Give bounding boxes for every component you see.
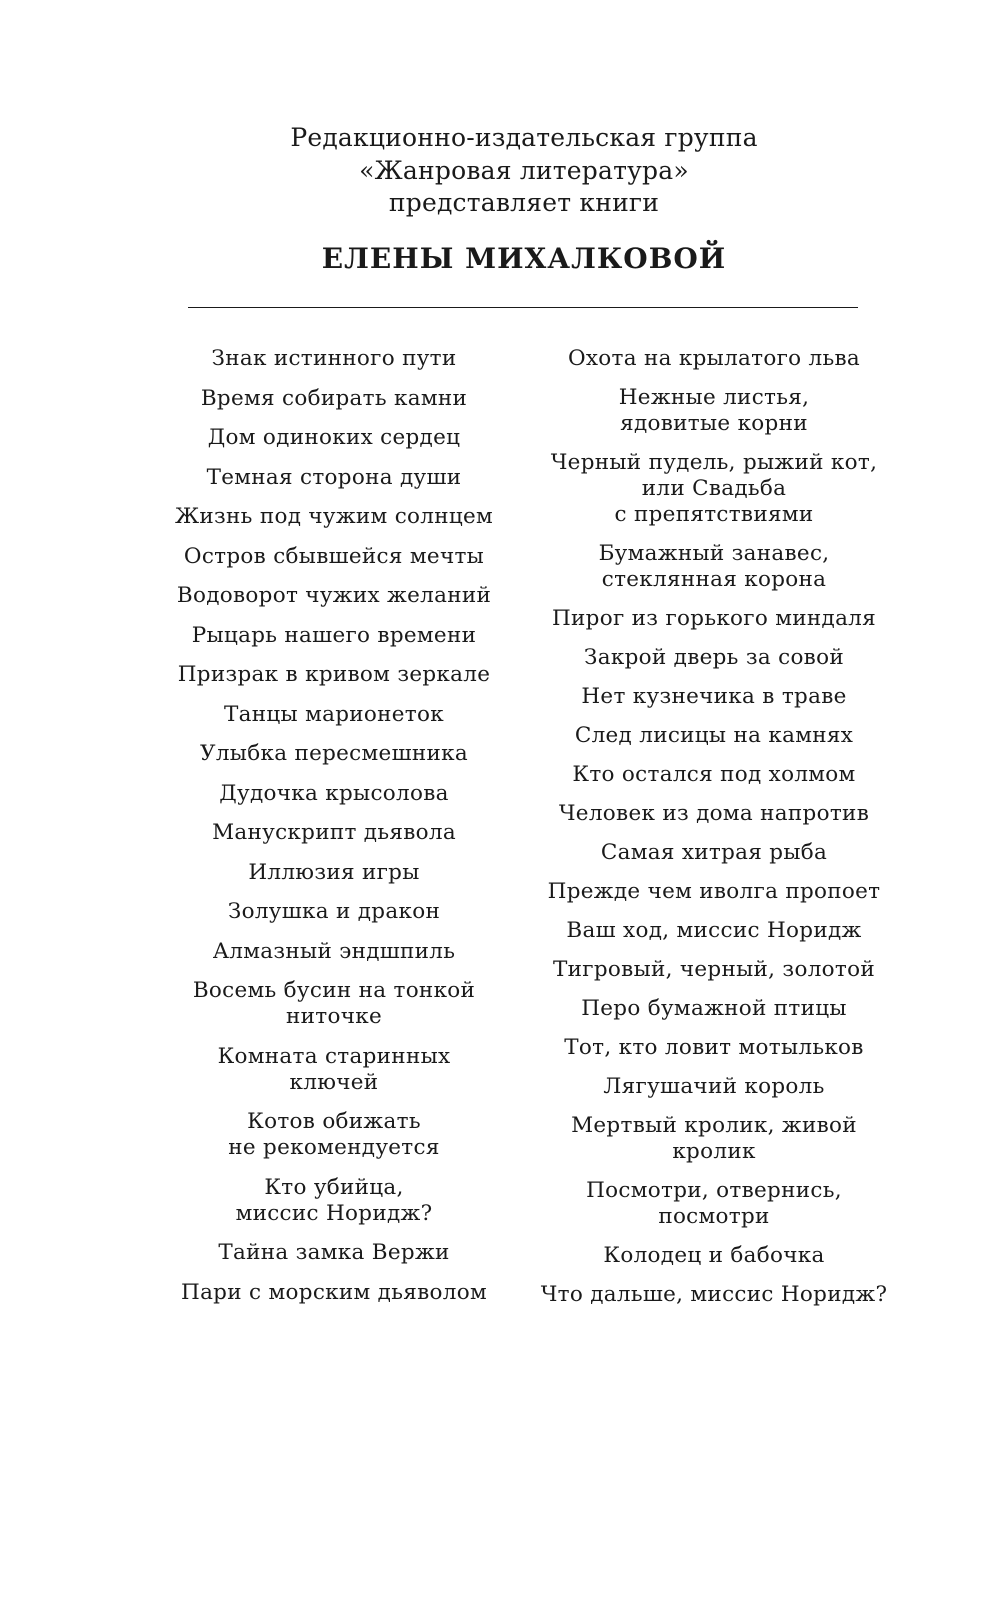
book-title <box>537 606 891 632</box>
book-title-line: не рекомендуется <box>228 1135 440 1160</box>
book-title <box>167 544 501 570</box>
book-title-line: Кто остался под холмом <box>572 762 856 787</box>
book-title-line: Знак истинного пути <box>211 346 457 371</box>
book-title-line: Котов обижать <box>247 1109 421 1134</box>
book-title-line: Иллюзия игры <box>248 859 420 885</box>
book-title-line: Прежде чем иволга пропоет <box>547 879 881 904</box>
book-title-line: Ваш ход, миссис Норидж <box>566 918 862 943</box>
book-title <box>167 504 501 530</box>
book-title-line: Тайна замка Вержи <box>218 1240 450 1265</box>
book-title-line: Самая хитрая рыба <box>600 840 828 865</box>
book-title <box>167 820 501 846</box>
imprint-line: «Жанровая литература» <box>359 155 689 185</box>
book-title <box>167 623 501 649</box>
book-title <box>167 425 501 451</box>
book-title <box>537 1113 891 1165</box>
book-title-line: Закрой дверь за совой <box>584 645 844 670</box>
book-title <box>537 996 891 1022</box>
book-title-line: Время собирать камни <box>200 385 468 411</box>
book-title-line: Тигровый, черный, золотой <box>553 957 875 982</box>
book-title <box>537 346 891 372</box>
book-title <box>167 860 501 886</box>
book-title-line: Тот, кто ловит мотыльков <box>564 1035 864 1060</box>
book-title-line: посмотри <box>658 1204 770 1229</box>
book-title-line: Перо бумажной птицы <box>581 996 847 1021</box>
book-title <box>537 1178 891 1230</box>
book-title-line: Водоворот чужих желаний <box>176 583 492 608</box>
book-title-line: Нежные листья, <box>618 385 810 410</box>
book-title <box>167 662 501 688</box>
book-list-right <box>537 346 891 1321</box>
book-title <box>167 1240 501 1266</box>
book-title <box>537 879 891 905</box>
author-name: ЕЛЕНЫ МИХАЛКОВОЙ <box>321 241 727 275</box>
book-title-line: Манускрипт дьявола <box>212 820 456 845</box>
book-title-line: Нет кузнечика в траве <box>581 684 847 709</box>
book-title-line: Танцы марионеток <box>224 701 444 727</box>
book-title <box>537 918 891 944</box>
book-title <box>167 1044 501 1096</box>
book-title <box>167 781 501 807</box>
book-title-line: Посмотри, отвернись, <box>586 1178 842 1203</box>
book-title-line: Улыбка пересмешника <box>200 741 468 766</box>
book-title <box>167 1175 501 1227</box>
publisher-line: Редакционно-издательская группа <box>290 123 758 152</box>
book-title <box>537 1035 891 1061</box>
book-title <box>537 645 891 671</box>
book-title-line: Темная сторона души <box>206 464 462 490</box>
book-title-line: кролик <box>672 1139 756 1164</box>
book-title <box>167 978 501 1030</box>
book-title-line: След лисицы на камнях <box>574 723 854 748</box>
book-title <box>537 762 891 788</box>
book-title-line: Алмазный эндшпиль <box>212 938 456 964</box>
book-title-line: ниточке <box>286 1004 382 1029</box>
book-title-line: Пирог из горького миндаля <box>551 606 877 631</box>
book-title <box>537 450 891 528</box>
book-title-line: Черный пудель, рыжий кот, <box>550 450 878 475</box>
book-title <box>167 899 501 925</box>
book-title <box>167 386 501 412</box>
book-title <box>167 939 501 965</box>
book-title-line: Комната старинных <box>217 1043 451 1069</box>
book-title <box>167 741 501 767</box>
book-title <box>537 1282 891 1308</box>
book-title-line: Пари с морским дьяволом <box>181 1279 487 1305</box>
book-title-line: Жизнь под чужим солнцем <box>174 504 494 529</box>
book-list-left <box>167 346 501 1319</box>
divider <box>188 307 858 308</box>
book-title <box>537 1074 891 1100</box>
book-title <box>537 840 891 866</box>
book-title-line: Человек из дома напротив <box>558 801 870 826</box>
book-title <box>167 1109 501 1161</box>
book-title-line: Бумажный занавес, <box>598 541 830 566</box>
book-title <box>537 957 891 983</box>
book-title-line: Лягушачий король <box>603 1074 825 1099</box>
book-title-line: Охота на крылатого льва <box>567 346 861 371</box>
book-title-line: или Свадьба <box>641 476 787 501</box>
book-title-line: Призрак в кривом зеркале <box>177 662 491 687</box>
book-title <box>537 385 891 437</box>
book-title <box>167 465 501 491</box>
book-title <box>537 684 891 710</box>
book-title-line: Рыцарь нашего времени <box>191 622 477 648</box>
book-title-line: Восемь бусин на тонкой <box>192 978 476 1003</box>
book-title <box>537 1243 891 1269</box>
book-title <box>167 702 501 728</box>
book-title-line: Кто убийца, <box>264 1174 404 1200</box>
presents-line: представляет книги <box>388 188 660 217</box>
book-title-line: Остров сбывшейся мечты <box>183 543 485 569</box>
book-title <box>537 723 891 749</box>
book-title-line: Колодец и бабочка <box>603 1243 825 1268</box>
book-title-line: Дом одиноких сердец <box>207 425 461 450</box>
book-title-line: стеклянная корона <box>601 567 827 592</box>
book-title <box>167 1280 501 1306</box>
book-title-line: Что дальше, миссис Норидж? <box>540 1282 888 1307</box>
book-title <box>167 583 501 609</box>
book-title-line: с препятствиями <box>614 502 814 527</box>
book-title-line: ключей <box>289 1069 379 1095</box>
book-title-line: миссис Норидж? <box>235 1200 433 1226</box>
book-title <box>537 541 891 593</box>
book-title-line: ядовитые корни <box>620 411 808 436</box>
book-title-line: Золушка и дракон <box>227 899 441 924</box>
book-title <box>167 346 501 372</box>
book-title <box>537 801 891 827</box>
book-title-line: Мертвый кролик, живой <box>571 1113 857 1138</box>
book-title-line: Дудочка крысолова <box>219 780 449 806</box>
page-header <box>0 122 1000 276</box>
